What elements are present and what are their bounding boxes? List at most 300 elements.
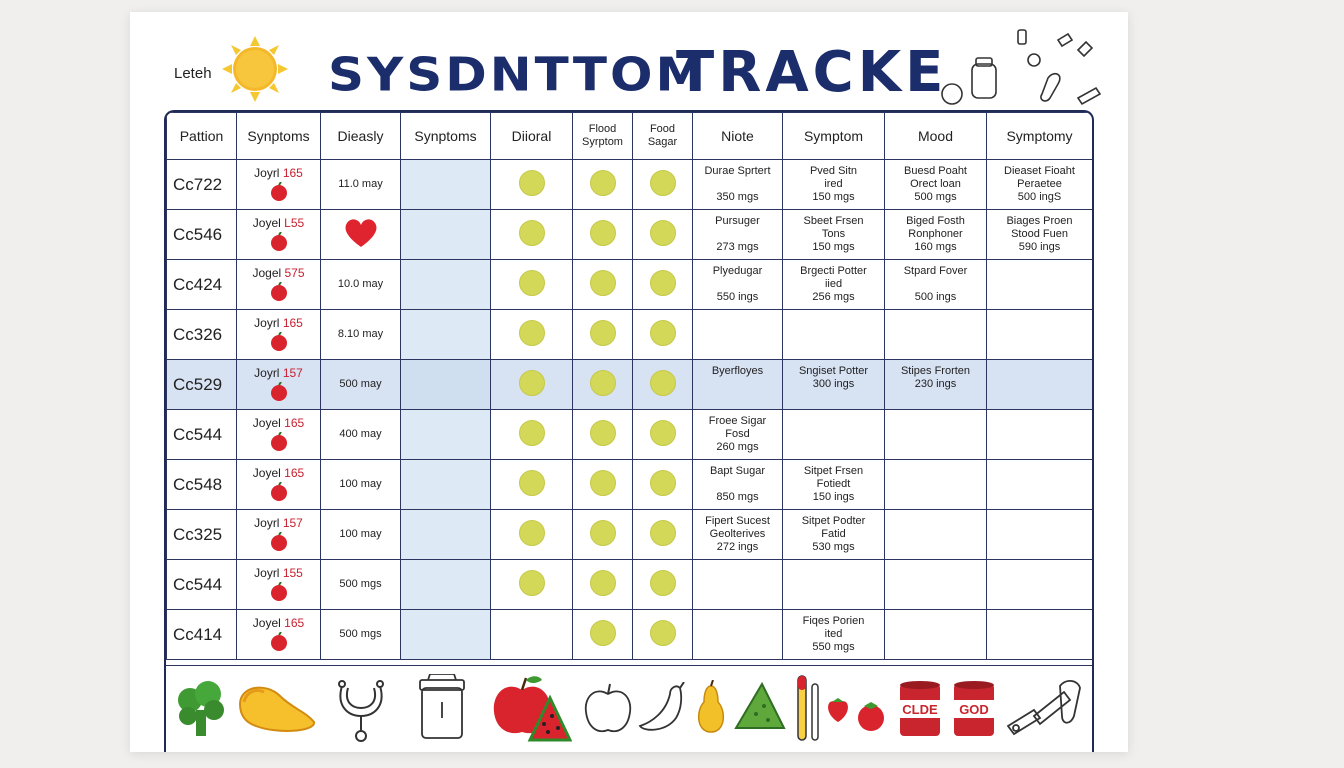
symptomy-cell-line bbox=[987, 565, 1092, 578]
dose-value: 100 may bbox=[339, 528, 382, 540]
dot-cell bbox=[633, 160, 693, 210]
header-cell: Food Sagar bbox=[633, 113, 693, 160]
symptom-cell-line: 150 mgs bbox=[812, 191, 855, 203]
status-dot bbox=[590, 370, 616, 396]
apple-icon bbox=[269, 282, 289, 302]
dot-cell bbox=[573, 610, 633, 660]
dot-cell bbox=[573, 360, 633, 410]
symptom-cell-line bbox=[783, 328, 884, 341]
symptomy-cell-line bbox=[987, 441, 1092, 454]
symptom-cell-line: Fiqes Porien bbox=[802, 615, 865, 627]
dot-cell bbox=[491, 560, 573, 610]
mood-cell-line bbox=[885, 565, 986, 578]
status-dot bbox=[519, 270, 545, 296]
symptomy-cell-line bbox=[987, 491, 1092, 504]
notes-cell bbox=[693, 210, 783, 260]
symptom-cell-line: Sitpet Frsen bbox=[803, 465, 864, 477]
symptom-label: Jogel bbox=[252, 266, 282, 280]
symptom-cell-line: iied bbox=[824, 278, 843, 290]
symptom-cell bbox=[783, 310, 885, 360]
mood-cell-line bbox=[885, 478, 986, 491]
header-cell: Symptomy bbox=[987, 113, 1093, 160]
mood-cell-line bbox=[885, 615, 986, 628]
mood-cell-line: Buesd Poaht bbox=[904, 165, 967, 177]
symptomy-cell-line: Dieaset Fioaht bbox=[1004, 165, 1075, 177]
symptom-entry-cell bbox=[237, 460, 321, 510]
bottle-icon bbox=[972, 64, 996, 98]
symptom-number: 165 bbox=[284, 616, 305, 630]
dot-cell bbox=[573, 160, 633, 210]
symptomy-cell-line: 500 ingS bbox=[1017, 191, 1062, 203]
symptom-cell bbox=[783, 410, 885, 460]
mood-cell-line: Stipes Frorten bbox=[900, 365, 971, 377]
notes-cell-line: Fipert Sucest bbox=[705, 515, 770, 527]
notes-cell-line bbox=[693, 578, 782, 591]
symptomy-cell-line bbox=[987, 541, 1092, 554]
symptomy-cell-line bbox=[987, 391, 1092, 404]
mood-cell bbox=[885, 260, 987, 310]
dot-cell bbox=[491, 460, 573, 510]
symptom-entry-cell bbox=[237, 510, 321, 560]
mood-cell bbox=[885, 610, 987, 660]
notes-cell-line: Fosd bbox=[725, 428, 750, 440]
dot-cell bbox=[633, 360, 693, 410]
symptom-number: 157 bbox=[282, 366, 303, 380]
dot-cell bbox=[573, 460, 633, 510]
symptom-cell bbox=[783, 610, 885, 660]
patient-id-cell bbox=[167, 310, 237, 360]
symptomy-cell-line bbox=[987, 465, 1092, 478]
header-cell: Synptoms bbox=[401, 113, 491, 160]
dot-cell bbox=[633, 610, 693, 660]
thermometer-icon bbox=[796, 674, 822, 746]
symptomy-cell bbox=[987, 610, 1093, 660]
symptom-cell-line: ired bbox=[824, 178, 843, 190]
notes-cell-line: 272 ings bbox=[716, 541, 759, 553]
symptomy-cell-line bbox=[987, 641, 1092, 654]
symptoms-shaded-cell bbox=[401, 160, 491, 210]
dose-value: 500 may bbox=[339, 378, 382, 390]
mood-cell-line bbox=[885, 341, 986, 354]
symptom-cell-line: 150 mgs bbox=[812, 241, 855, 253]
pill-icon bbox=[1028, 54, 1040, 66]
mood-cell-line: 500 mgs bbox=[914, 191, 957, 203]
table-row bbox=[167, 160, 1093, 210]
symptom-number: 575 bbox=[284, 266, 305, 280]
header-cell: Mood bbox=[885, 113, 987, 160]
notes-cell bbox=[693, 610, 783, 660]
symptom-cell-line bbox=[783, 341, 884, 354]
patient-id-cell bbox=[167, 510, 237, 560]
patient-id-cell bbox=[167, 560, 237, 610]
symptom-cell bbox=[783, 360, 885, 410]
symptoms-shaded-cell bbox=[401, 510, 491, 560]
food-illustrations bbox=[166, 665, 1092, 752]
dot-cell bbox=[491, 360, 573, 410]
symptom-label: Joyrl bbox=[254, 516, 280, 530]
dose-value: 100 may bbox=[339, 478, 382, 490]
symptom-label: Joyrl bbox=[254, 366, 280, 380]
table-row bbox=[167, 360, 1093, 410]
symptom-cell-line: Sbeet Frsen bbox=[803, 215, 864, 227]
header-cell: Diioral bbox=[491, 113, 573, 160]
dot-cell bbox=[633, 410, 693, 460]
mood-cell bbox=[885, 410, 987, 460]
pear-icon bbox=[694, 680, 728, 736]
symptom-number: 165 bbox=[282, 316, 303, 330]
symptom-cell bbox=[783, 260, 885, 310]
mood-cell-line: Orect loan bbox=[910, 178, 961, 190]
jar-icon bbox=[416, 674, 468, 742]
symptom-number: L55 bbox=[284, 216, 305, 230]
symptom-number: 157 bbox=[282, 516, 303, 530]
doodle-icons bbox=[938, 20, 1118, 116]
status-dot bbox=[519, 470, 545, 496]
patient-id: Cc544 bbox=[173, 425, 223, 444]
symptom-cell-line bbox=[783, 441, 884, 454]
dot-cell bbox=[491, 160, 573, 210]
symptomy-cell-line bbox=[987, 315, 1092, 328]
patient-id: Cc548 bbox=[173, 475, 223, 494]
symptomy-cell-line bbox=[987, 365, 1092, 378]
status-dot bbox=[590, 620, 616, 646]
mood-cell bbox=[885, 510, 987, 560]
symptom-number: 165 bbox=[284, 466, 305, 480]
header-row bbox=[167, 113, 1093, 160]
notes-cell bbox=[693, 160, 783, 210]
status-dot bbox=[650, 570, 676, 596]
dot-cell bbox=[573, 310, 633, 360]
header-cell: Synptoms bbox=[237, 113, 321, 160]
symptomy-cell bbox=[987, 560, 1093, 610]
apple-icon bbox=[269, 332, 289, 352]
dose-cell bbox=[321, 160, 401, 210]
symptomy-cell bbox=[987, 310, 1093, 360]
dot-cell bbox=[491, 260, 573, 310]
dot-cell bbox=[633, 560, 693, 610]
notes-cell-line: 260 mgs bbox=[716, 441, 759, 453]
notes-cell-line: Geolterives bbox=[709, 528, 766, 540]
broccoli-icon bbox=[174, 676, 228, 740]
symptomy-cell-line: Peraetee bbox=[1017, 178, 1062, 190]
title-left: SYSDNTTOM bbox=[328, 48, 709, 102]
pill-icon bbox=[1078, 42, 1092, 56]
symptom-label: Joyel bbox=[252, 616, 281, 630]
symptomy-cell bbox=[987, 410, 1093, 460]
mood-cell-line bbox=[885, 578, 986, 591]
dot-cell bbox=[573, 260, 633, 310]
header-cell: Flood Syrptom bbox=[573, 113, 633, 160]
apple-icon bbox=[269, 182, 289, 202]
notes-cell bbox=[693, 460, 783, 510]
mood-cell bbox=[885, 160, 987, 210]
mood-cell-line bbox=[885, 591, 986, 604]
patient-id-cell bbox=[167, 460, 237, 510]
mood-cell-line: 160 mgs bbox=[914, 241, 957, 253]
dose-cell bbox=[321, 210, 401, 260]
status-dot bbox=[650, 370, 676, 396]
notes-cell-line bbox=[693, 278, 782, 291]
status-dot bbox=[519, 520, 545, 546]
status-dot bbox=[590, 220, 616, 246]
dot-cell bbox=[573, 210, 633, 260]
status-dot bbox=[650, 470, 676, 496]
symptomy-cell-line bbox=[987, 415, 1092, 428]
patient-id: Cc325 bbox=[173, 525, 223, 544]
dose-value: 10.0 may bbox=[337, 278, 384, 290]
mood-cell bbox=[885, 360, 987, 410]
symptomy-cell-line: 590 ings bbox=[1018, 241, 1061, 253]
symptomy-cell-line bbox=[987, 265, 1092, 278]
dose-value: 400 may bbox=[339, 428, 382, 440]
status-dot bbox=[519, 220, 545, 246]
symptomy-cell-line bbox=[987, 591, 1092, 604]
mood-cell bbox=[885, 210, 987, 260]
patient-id: Cc424 bbox=[173, 275, 223, 294]
table-row bbox=[167, 560, 1093, 610]
apple-icon bbox=[942, 84, 962, 104]
symptomy-cell bbox=[987, 510, 1093, 560]
header-cell: Niote bbox=[693, 113, 783, 160]
symptomy-cell-line bbox=[987, 615, 1092, 628]
notes-cell bbox=[693, 260, 783, 310]
status-dot bbox=[519, 570, 545, 596]
symptom-cell-line: 300 ings bbox=[812, 378, 855, 390]
status-dot bbox=[650, 420, 676, 446]
patient-id: Cc544 bbox=[173, 575, 223, 594]
strawberry-icon bbox=[826, 696, 850, 724]
patient-id-cell bbox=[167, 210, 237, 260]
mood-cell-line bbox=[885, 391, 986, 404]
symptomy-cell bbox=[987, 160, 1093, 210]
header-cell: Pattion bbox=[167, 113, 237, 160]
symptom-number: 165 bbox=[282, 166, 303, 180]
notes-cell-line bbox=[693, 628, 782, 641]
symptom-cell-line: Sitpet Podter bbox=[801, 515, 866, 527]
status-dot bbox=[590, 570, 616, 596]
symptom-cell bbox=[783, 160, 885, 210]
mood-cell-line bbox=[885, 541, 986, 554]
mood-cell-line bbox=[885, 528, 986, 541]
symptom-cell-line: Brgecti Potter bbox=[800, 265, 867, 277]
mood-cell-line: 230 ings bbox=[914, 378, 957, 390]
notes-cell-line bbox=[693, 591, 782, 604]
symptom-cell-line: Sngiset Potter bbox=[798, 365, 869, 377]
apple-icon bbox=[269, 232, 289, 252]
dose-value: 500 mgs bbox=[339, 578, 382, 590]
symptom-cell-line: 150 ings bbox=[812, 491, 855, 503]
tomato-icon bbox=[856, 700, 886, 732]
patient-id-cell bbox=[167, 160, 237, 210]
dot-cell bbox=[633, 460, 693, 510]
notes-cell-line bbox=[693, 565, 782, 578]
patient-id-cell bbox=[167, 410, 237, 460]
symptom-cell-line bbox=[783, 578, 884, 591]
symptom-table bbox=[164, 110, 1094, 752]
status-dot bbox=[519, 320, 545, 346]
status-dot bbox=[650, 270, 676, 296]
patient-id: Cc529 bbox=[173, 375, 223, 394]
status-dot bbox=[590, 270, 616, 296]
symptoms-shaded-cell bbox=[401, 310, 491, 360]
dot-cell bbox=[491, 410, 573, 460]
symptom-entry-cell bbox=[237, 260, 321, 310]
apple-icon bbox=[269, 482, 289, 502]
patient-id: Cc722 bbox=[173, 175, 223, 194]
symptomy-cell bbox=[987, 460, 1093, 510]
patient-id: Cc546 bbox=[173, 225, 223, 244]
notes-cell-line: Byerfloyes bbox=[711, 365, 764, 377]
header-cell: Dieasly bbox=[321, 113, 401, 160]
mood-cell-line bbox=[885, 628, 986, 641]
symptom-entry-cell bbox=[237, 160, 321, 210]
notes-cell-line: 850 mgs bbox=[716, 491, 759, 503]
symptom-label: Joyrl bbox=[254, 166, 280, 180]
symptomy-cell-line bbox=[987, 578, 1092, 591]
apple-icon bbox=[269, 382, 289, 402]
table-row bbox=[167, 610, 1093, 660]
symptom-entry-cell bbox=[237, 610, 321, 660]
title-right: TRACKE bbox=[676, 40, 948, 105]
notes-cell bbox=[693, 410, 783, 460]
dose-cell bbox=[321, 410, 401, 460]
header-label: Leteh bbox=[174, 65, 212, 82]
apple-icon bbox=[269, 532, 289, 552]
status-dot bbox=[590, 170, 616, 196]
notes-cell-line bbox=[693, 641, 782, 654]
notes-cell-line bbox=[693, 178, 782, 191]
dose-cell bbox=[321, 360, 401, 410]
notes-cell-line: 273 mgs bbox=[716, 241, 759, 253]
notes-cell-line: 550 ings bbox=[716, 291, 759, 303]
dot-cell bbox=[573, 510, 633, 560]
notes-cell-line: Bapt Sugar bbox=[709, 465, 766, 477]
symptoms-shaded-cell bbox=[401, 460, 491, 510]
symptomy-cell bbox=[987, 210, 1093, 260]
mood-cell-line: Stpard Fover bbox=[903, 265, 968, 277]
symptom-number: 165 bbox=[284, 416, 305, 430]
symptomy-cell-line bbox=[987, 328, 1092, 341]
dose-cell bbox=[321, 510, 401, 560]
symptomy-cell-line bbox=[987, 515, 1092, 528]
can2-label: GOD bbox=[959, 702, 989, 717]
mood-cell bbox=[885, 310, 987, 360]
apple-icon bbox=[269, 582, 289, 602]
dose-value: 500 mgs bbox=[339, 628, 382, 640]
symptomy-cell-line bbox=[987, 341, 1092, 354]
mood-cell-line bbox=[885, 465, 986, 478]
mood-cell-line bbox=[885, 428, 986, 441]
symptom-cell-line bbox=[783, 591, 884, 604]
notes-cell-line: Plyedugar bbox=[712, 265, 763, 277]
symptom-cell-line bbox=[783, 315, 884, 328]
status-dot bbox=[590, 470, 616, 496]
symptomy-cell bbox=[987, 360, 1093, 410]
symptomy-cell bbox=[987, 260, 1093, 310]
symptom-cell-line bbox=[783, 565, 884, 578]
dose-cell bbox=[321, 560, 401, 610]
dot-cell bbox=[573, 560, 633, 610]
dot-cell bbox=[573, 410, 633, 460]
dose-value: 8.10 may bbox=[337, 328, 384, 340]
mood-cell-line bbox=[885, 315, 986, 328]
mood-cell-line bbox=[885, 415, 986, 428]
symptom-cell-line: ited bbox=[824, 628, 843, 640]
sun-icon bbox=[222, 36, 288, 102]
dose-cell bbox=[321, 610, 401, 660]
table-row bbox=[167, 310, 1093, 360]
mood-cell bbox=[885, 460, 987, 510]
notes-cell-line: 350 mgs bbox=[716, 191, 759, 203]
symptom-label: Joyrl bbox=[254, 566, 280, 580]
heart-icon bbox=[343, 217, 379, 249]
mood-cell-line bbox=[885, 441, 986, 454]
symptom-entry-cell bbox=[237, 310, 321, 360]
symptomy-cell-line bbox=[987, 478, 1092, 491]
mood-cell-line bbox=[885, 328, 986, 341]
mood-cell bbox=[885, 560, 987, 610]
can-icon bbox=[952, 680, 996, 738]
notes-cell-line bbox=[693, 315, 782, 328]
notes-cell-line: Durae Sprtert bbox=[704, 165, 771, 177]
dose-cell bbox=[321, 260, 401, 310]
dot-cell bbox=[491, 610, 573, 660]
symptom-entry-cell bbox=[237, 360, 321, 410]
table-row bbox=[167, 260, 1093, 310]
notes-cell-line bbox=[693, 341, 782, 354]
symptom-label: Joyrl bbox=[254, 316, 280, 330]
bandage-icon bbox=[1041, 74, 1060, 101]
dot-cell bbox=[491, 210, 573, 260]
table-row bbox=[167, 210, 1093, 260]
mood-cell-line bbox=[885, 641, 986, 654]
watermelon-slice-icon bbox=[732, 680, 788, 734]
notes-cell-line bbox=[693, 391, 782, 404]
symptomy-cell-line: Stood Fuen bbox=[1011, 228, 1068, 240]
notes-cell-line bbox=[693, 378, 782, 391]
symptom-cell-line bbox=[783, 391, 884, 404]
status-dot bbox=[650, 170, 676, 196]
symptoms-shaded-cell bbox=[401, 560, 491, 610]
symptoms-shaded-cell bbox=[401, 210, 491, 260]
mood-cell-line bbox=[885, 515, 986, 528]
status-dot bbox=[519, 420, 545, 446]
pill-icon bbox=[1058, 34, 1072, 46]
symptom-entry-cell bbox=[237, 560, 321, 610]
status-dot bbox=[590, 420, 616, 446]
apple-icon bbox=[269, 632, 289, 652]
notes-cell bbox=[693, 510, 783, 560]
pepper-icon bbox=[636, 682, 688, 734]
mood-cell-line: 500 ings bbox=[914, 291, 957, 303]
symptom-cell-line: Tons bbox=[821, 228, 846, 240]
symptomy-cell-line: Biages Proen bbox=[1006, 215, 1073, 227]
symptom-cell bbox=[783, 510, 885, 560]
symptoms-shaded-cell bbox=[401, 610, 491, 660]
patient-id-cell bbox=[167, 360, 237, 410]
symptom-cell-line: 550 mgs bbox=[812, 641, 855, 653]
status-dot bbox=[519, 170, 545, 196]
apple-watermelon-icon bbox=[492, 674, 572, 742]
notes-cell-line bbox=[693, 478, 782, 491]
symptomy-cell-line bbox=[987, 378, 1092, 391]
symptom-label: Joyel bbox=[252, 466, 281, 480]
status-dot bbox=[590, 320, 616, 346]
header-cell: Symptom bbox=[783, 113, 885, 160]
notes-cell-line: Froee Sigar bbox=[708, 415, 767, 427]
can1-label: CLDE bbox=[902, 702, 938, 717]
notes-cell bbox=[693, 310, 783, 360]
